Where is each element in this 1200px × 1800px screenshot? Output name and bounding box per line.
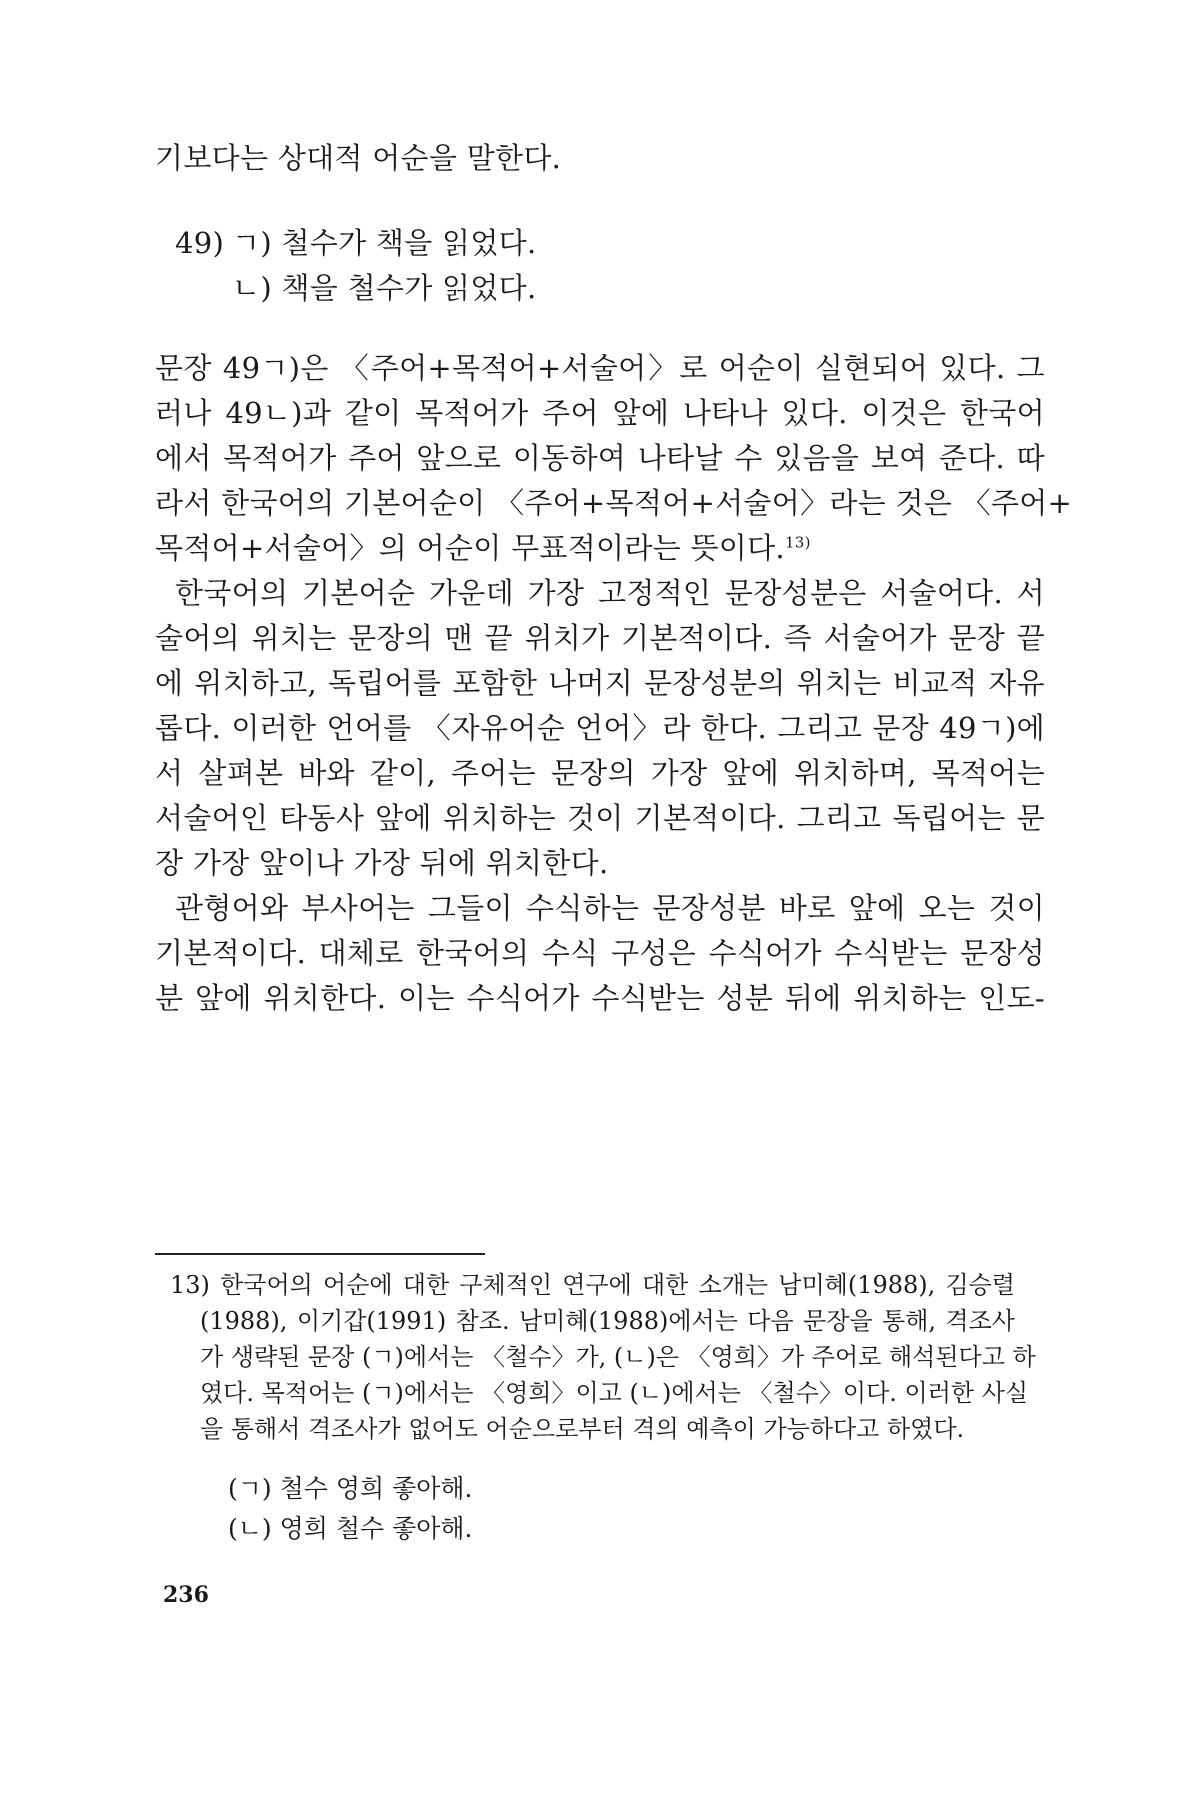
footnote-line: 였다. 목적어는 (ㄱ)에서는 〈영희〉이고 (ㄴ)에서는 〈철수〉이다. 이러한 사실 — [200, 1379, 1029, 1407]
paragraph-1-text: 목적어+서술어〉의 어순이 무표적이라는 뜻이다. — [155, 531, 785, 565]
paragraph-2-line: 롭다. 이러한 언어를 〈자유어순 언어〉라 한다. 그리고 문장 49ㄱ)에 — [155, 711, 1045, 745]
paragraph-3-line: 분 앞에 위치한다. 이는 수식어가 수식받는 성분 뒤에 위치하는 인도- — [155, 981, 1045, 1015]
paragraph-2-line: 서술어인 타동사 앞에 위치하는 것이 기본적이다. 그리고 독립어는 문 — [155, 801, 1045, 835]
footnote-line: 가 생략된 문장 (ㄱ)에서는 〈철수〉가, (ㄴ)은 〈영희〉가 주어로 해석된다고 하 — [200, 1343, 1036, 1371]
paragraph-1-line: 라서 한국어의 기본어순이 〈주어+목적어+서술어〉라는 것은 〈주어+ — [155, 486, 1073, 520]
paragraph-1-line: 문장 49ㄱ)은 〈주어+목적어+서술어〉로 어순이 실현되어 있다. 그 — [155, 351, 1045, 385]
paragraph-2-last-line: 장 가장 앞이나 가장 뒤에 위치한다. — [155, 846, 609, 880]
paragraph-1-line: 에서 목적어가 주어 앞으로 이동하여 나타날 수 있음을 보여 준다. 따 — [155, 441, 1045, 475]
example-49-number: 49) — [175, 226, 225, 260]
example-49-b: ㄴ) 책을 철수가 읽었다. — [232, 271, 537, 305]
example-49-a: ㄱ) 철수가 책을 읽었다. — [232, 226, 537, 260]
footnote-line: 13) 한국어의 어순에 대한 구체적인 연구에 대한 소개는 남미혜(1988), 김승렬 — [170, 1271, 1015, 1299]
paragraph-2-line: 서 살펴본 바와 같이, 주어는 문장의 가장 앞에 위치하며, 목적어는 — [155, 756, 1045, 790]
paragraph-3-line: 기본적이다. 대체로 한국어의 수식 구성은 수식어가 수식받는 문장성 — [155, 936, 1045, 970]
paragraph-2-line: 에 위치하고, 독립어를 포함한 나머지 문장성분의 위치는 비교적 자유 — [155, 666, 1045, 700]
footnote-example-b: (ㄴ) 영희 철수 좋아해. — [228, 1514, 473, 1543]
footnote-divider — [155, 1253, 485, 1255]
paragraph-1-line: 러나 49ㄴ)과 같이 목적어가 주어 앞에 나타나 있다. 이것은 한국어 — [155, 396, 1045, 430]
footnote-line: (1988), 이기갑(1991) 참조. 남미혜(1988)에서는 다음 문장을 통해, 격조사 — [200, 1307, 1015, 1335]
footnote-last-line: 을 통해서 격조사가 없어도 어순으로부터 격의 예측이 가능하다고 하였다. — [200, 1415, 965, 1443]
paragraph-3-line: 관형어와 부사어는 그들이 수식하는 문장성분 바로 앞에 오는 것이 — [175, 891, 1045, 925]
paragraph-1-last-line — [155, 528, 811, 568]
paragraph-2-line: 술어의 위치는 문장의 맨 끝 위치가 기본적이다. 즉 서술어가 문장 끝 — [155, 621, 1045, 655]
page-number: 236 — [163, 1582, 209, 1608]
footnote-example-a: (ㄱ) 철수 영희 좋아해. — [228, 1474, 473, 1503]
paragraph-2-line: 한국어의 기본어순 가운데 가장 고정적인 문장성분은 서술어다. 서 — [175, 576, 1045, 610]
lead-line: 기보다는 상대적 어순을 말한다. — [155, 141, 562, 175]
footnote-reference: 13) — [784, 533, 811, 552]
